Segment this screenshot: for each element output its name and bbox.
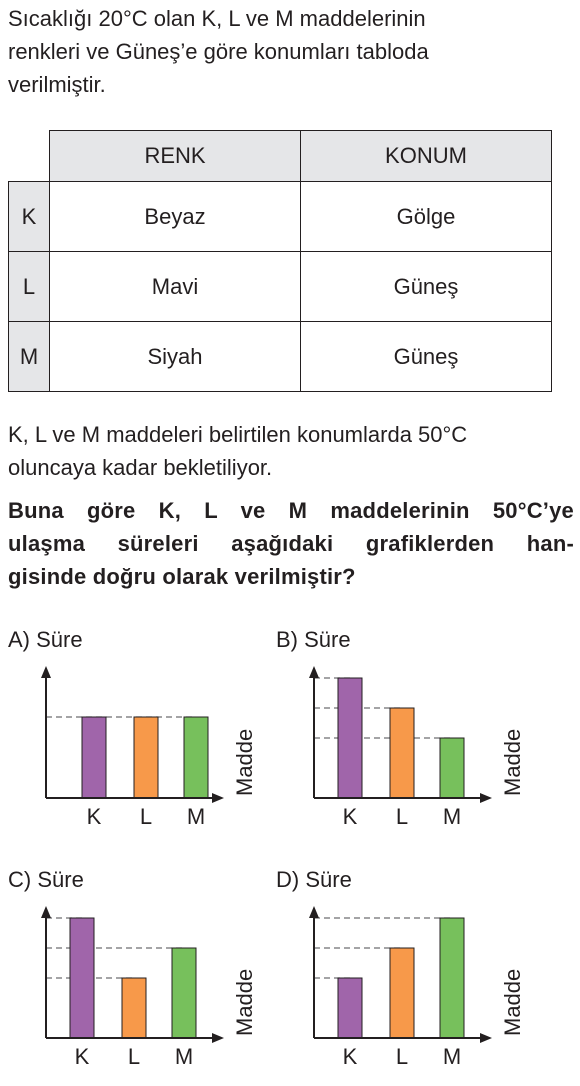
tick-label-l: L [139,804,153,829]
bar-k [70,918,94,1038]
question-line: Buna göre K, L ve M maddelerinin 50°C’ye [8,498,574,523]
y-axis-arrow [309,906,319,918]
table-corner [9,131,50,182]
cell-renk: Mavi [50,252,301,322]
x-axis-label: Madde [232,968,257,1036]
table-row [9,182,552,252]
tick-label-k: K [342,804,358,829]
bar-m [440,918,464,1038]
bar-k [338,978,362,1038]
option-a[interactable] [8,626,278,846]
chart-option-d [276,866,546,1086]
intro-line: verilmiştir. [8,72,106,97]
x-axis-arrow [212,793,224,803]
data-table [8,130,552,392]
question-text [8,494,574,593]
row-label: K [9,182,50,252]
cell-konum: Güneş [301,322,552,392]
intro-line: Sıcaklığı 20°C olan K, L ve M maddelerinin [8,6,426,31]
bar-l [390,948,414,1038]
bar-m [440,738,464,798]
intro-text [8,2,574,101]
bar-k [338,678,362,798]
column-header-renk: RENK [50,131,301,182]
tick-label-k: K [342,1044,358,1069]
bar-l [134,717,158,798]
cell-konum: Güneş [301,252,552,322]
option-letter: C) [8,867,32,892]
tick-label-m: M [442,1044,462,1069]
chart-option-a [8,626,278,846]
bar-m [184,717,208,798]
option-c[interactable] [8,866,278,1086]
option-b[interactable] [276,626,546,846]
y-axis-arrow [309,666,319,678]
x-axis-arrow [480,793,492,803]
condition-line: oluncaya kadar bekletiliyor. [8,455,273,480]
y-axis-arrow [41,906,51,918]
y-axis-label: Süre [36,627,83,652]
y-axis-label: Süre [304,627,351,652]
cell-konum: Gölge [301,182,552,252]
bar-m [172,948,196,1038]
x-axis-arrow [212,1033,224,1043]
option-letter: D) [276,867,300,892]
x-axis-label: Madde [500,968,525,1036]
question-line: gisinde doğru olarak verilmiştir? [8,564,356,589]
option-letter: B) [276,627,298,652]
bar-l [390,708,414,798]
y-axis-label: Süre [305,867,352,892]
y-axis-label: Süre [37,867,84,892]
chart-option-b [276,626,546,846]
tick-label-k: K [86,804,102,829]
tick-label-m: M [186,804,206,829]
table-header-row [9,131,552,182]
cell-renk: Beyaz [50,182,301,252]
bar-l [122,978,146,1038]
table-row [9,322,552,392]
condition-line: K, L ve M maddeleri belirtilen konumlarda 50°C [8,422,468,447]
x-axis-label: Madde [500,728,525,796]
chart-option-c [8,866,278,1086]
column-header-konum: KONUM [301,131,552,182]
condition-text [8,418,574,484]
row-label: L [9,252,50,322]
x-axis-label: Madde [232,728,257,796]
x-axis-arrow [480,1033,492,1043]
tick-label-l: L [127,1044,141,1069]
intro-line: renkleri ve Güneş’e göre konumları tabloda [8,39,429,64]
option-d[interactable] [276,866,546,1086]
bar-k [82,717,106,798]
row-label: M [9,322,50,392]
table-row [9,252,552,322]
tick-label-m: M [442,804,462,829]
tick-label-l: L [395,1044,409,1069]
tick-label-m: M [174,1044,194,1069]
question-line: ulaşma süreleri aşağıdaki grafiklerden han- [8,531,574,556]
y-axis-arrow [41,666,51,678]
cell-renk: Siyah [50,322,301,392]
tick-label-k: K [74,1044,90,1069]
tick-label-l: L [395,804,409,829]
option-letter: A) [8,627,30,652]
